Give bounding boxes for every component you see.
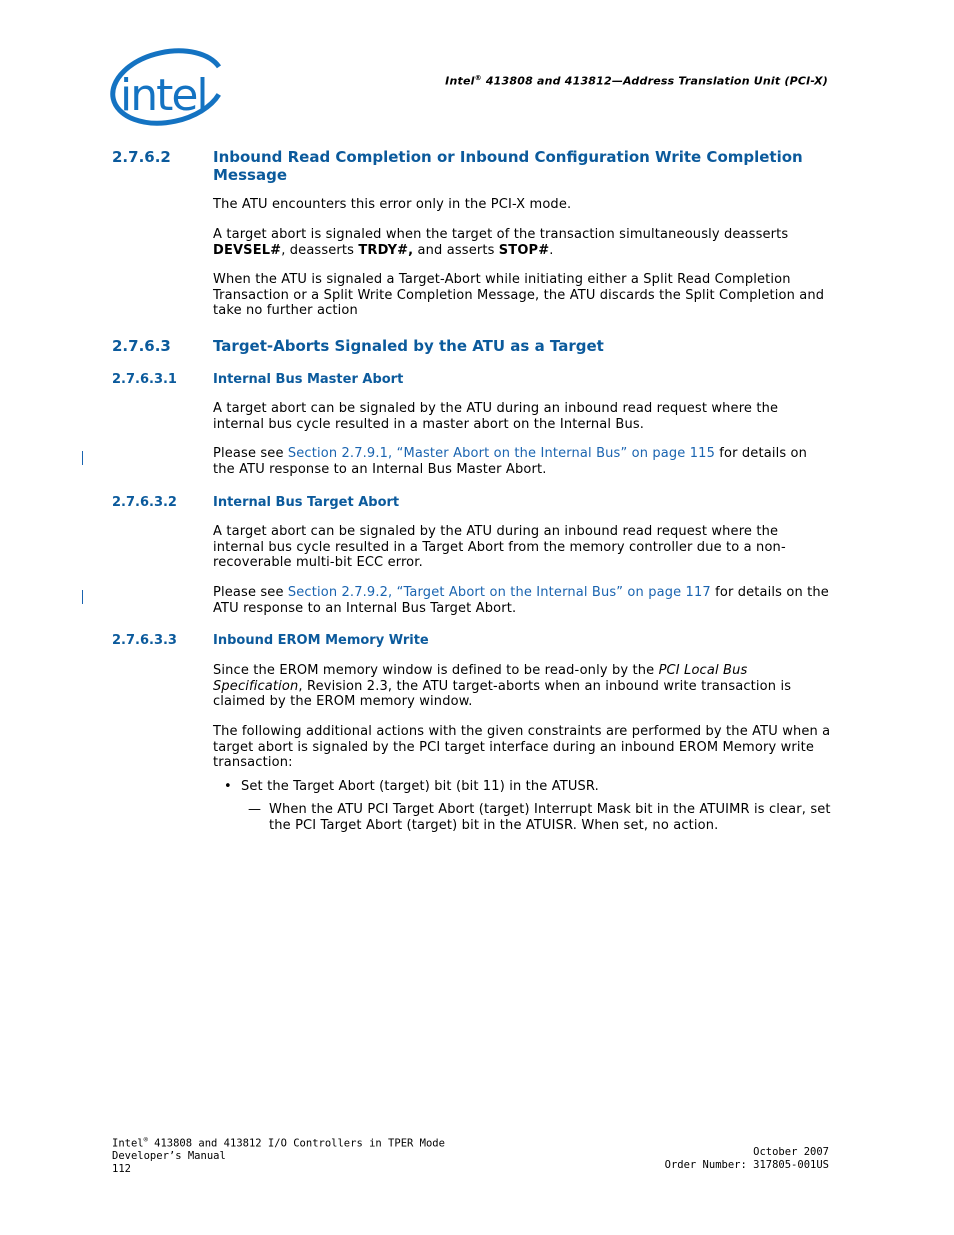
text-run: for details on the ATU response to an Internal Bus Master Abort. bbox=[213, 446, 808, 477]
text-run: A target abort is signaled when the target of the transaction simultaneously deasserts bbox=[213, 227, 789, 242]
paragraph bbox=[213, 585, 831, 616]
dash-marker: — bbox=[248, 802, 261, 817]
footer-reg: ® bbox=[143, 1136, 148, 1144]
footer-date: October 2007 bbox=[753, 1146, 829, 1158]
paragraph bbox=[213, 227, 831, 258]
paragraph bbox=[213, 663, 831, 710]
bullet-marker: • bbox=[224, 779, 232, 794]
subsection-number: 2.7.6.3.3 bbox=[112, 633, 177, 648]
signal-name: STOP# bbox=[498, 242, 550, 258]
subsection-heading: Internal Bus Target Abort bbox=[213, 495, 400, 510]
section-heading: Inbound Read Completion or Inbound Configuration Write Completion Message bbox=[213, 148, 803, 184]
logo-wordmark: intel bbox=[120, 70, 207, 121]
change-bar bbox=[82, 590, 83, 604]
paragraph bbox=[213, 446, 831, 477]
text-run: . bbox=[549, 242, 554, 258]
text-run: , Revision 2.3, the ATU target-aborts when an inbound write transaction is claimed by the EROM memory window. bbox=[213, 678, 792, 710]
section-heading: Target-Aborts Signaled by the ATU as a Target bbox=[213, 337, 604, 355]
footer-brand: Intel bbox=[112, 1137, 144, 1150]
footer-doc-title: 413808 and 413812 I/O Controllers in TPER Mode bbox=[147, 1137, 445, 1150]
footer-right bbox=[665, 1146, 829, 1171]
intel-logo bbox=[110, 48, 228, 130]
header-reg: ® bbox=[474, 74, 482, 82]
spec-title: PCI Local Bus Specification bbox=[213, 663, 748, 694]
paragraph: The following additional actions with the given constraints are performed by the ATU when a target abort is signaled by the PCI target interface during an inbound EROM Memory write transaction: bbox=[213, 724, 831, 771]
subsection-heading: Internal Bus Master Abort bbox=[213, 372, 404, 387]
footer-line bbox=[112, 1134, 445, 1150]
text-run: , deasserts bbox=[281, 242, 359, 258]
signal-name: DEVSEL# bbox=[213, 242, 282, 258]
dash-item: When the ATU PCI Target Abort (target) Interrupt Mask bit in the ATUIMR is clear, set the PCI Target Abort (target) bit in the ATUISR. When set, no action. bbox=[269, 802, 831, 833]
change-bar bbox=[82, 451, 83, 465]
text-run: Please see bbox=[213, 446, 288, 461]
page-number: 112 bbox=[112, 1162, 131, 1175]
header-brand: Intel bbox=[445, 74, 475, 88]
bullet-item: Set the Target Abort (target) bit (bit 11) in the ATUSR. bbox=[241, 779, 599, 794]
cross-reference-link[interactable]: Section 2.7.9.1, “Master Abort on the Internal Bus” on page 115 bbox=[287, 446, 716, 461]
section-number: 2.7.6.3 bbox=[112, 337, 171, 355]
paragraph: A target abort can be signaled by the ATU during an inbound read request where the internal bus cycle resulted in a Target Abort from the memory controller due to a non-recoverable multi-bit ECC error. bbox=[213, 524, 786, 571]
paragraph: The ATU encounters this error only in the PCI-X mode. bbox=[213, 197, 572, 212]
footer-doc-type: Developer’s Manual bbox=[112, 1150, 226, 1162]
cross-reference-link[interactable]: Section 2.7.9.2, “Target Abort on the Internal Bus” on page 117 bbox=[287, 585, 711, 600]
subsection-heading: Inbound EROM Memory Write bbox=[213, 633, 429, 648]
text-run: for details on the ATU response to an Internal Bus Target Abort. bbox=[213, 585, 829, 616]
signal-name: TRDY#, bbox=[358, 242, 414, 258]
subsection-number: 2.7.6.3.1 bbox=[112, 372, 177, 387]
footer-left bbox=[112, 1134, 445, 1175]
paragraph: When the ATU is signaled a Target-Abort while initiating either a Split Read Completion Transaction or a Split Write Completion Message, the ATU discards the Split Completion and take no further action bbox=[213, 272, 825, 319]
header-title: 413808 and 413812—Address Translation Unit (PCI-X) bbox=[481, 74, 828, 88]
paragraph: A target abort can be signaled by the ATU during an inbound read request where the internal bus cycle resulted in a master abort on the Internal Bus. bbox=[213, 401, 779, 432]
text-run: and asserts bbox=[413, 242, 499, 258]
text-run: Please see bbox=[213, 585, 288, 600]
text-run: Since the EROM memory window is defined to be read-only by the bbox=[213, 663, 659, 678]
running-header bbox=[445, 74, 828, 88]
footer-order-number: Order Number: 317805-001US bbox=[664, 1158, 829, 1171]
section-number: 2.7.6.2 bbox=[112, 148, 171, 166]
subsection-number: 2.7.6.3.2 bbox=[112, 495, 177, 510]
